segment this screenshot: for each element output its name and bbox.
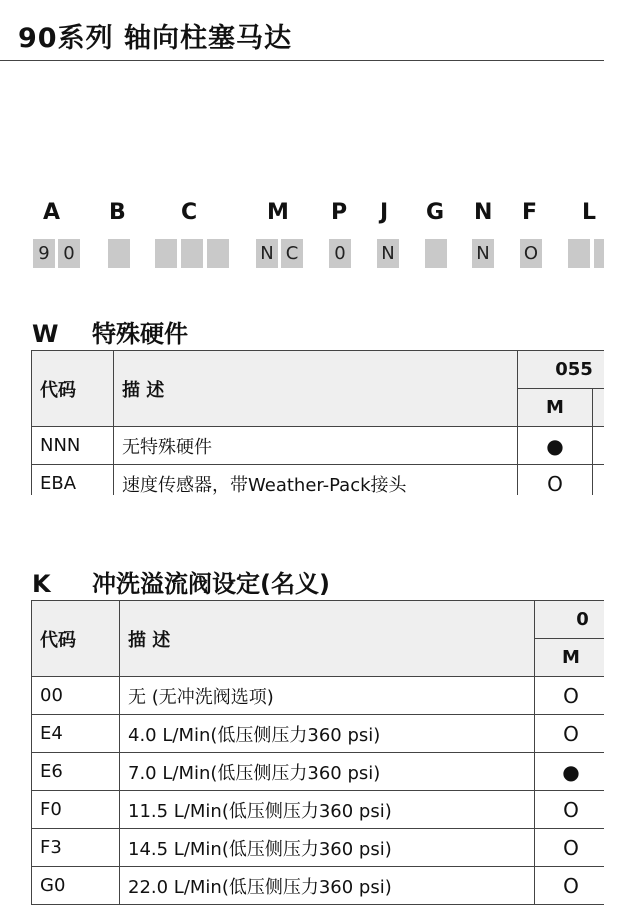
table-row bbox=[32, 677, 605, 715]
section-w-title: 特殊硬件 bbox=[92, 320, 188, 348]
section-k-table bbox=[31, 600, 604, 905]
row-desc: 无特殊硬件 bbox=[114, 427, 518, 465]
row-mark: O bbox=[535, 867, 605, 905]
row-mark: O bbox=[535, 791, 605, 829]
table-row bbox=[32, 753, 605, 791]
section-w-key: W bbox=[32, 320, 59, 348]
section-k-table-wrap bbox=[0, 600, 604, 916]
section-k-heading bbox=[32, 564, 330, 599]
row-desc: 4.0 L/Min(低压侧压力360 psi) bbox=[120, 715, 535, 753]
code-box: N bbox=[377, 239, 399, 268]
code-letter: G bbox=[426, 200, 445, 225]
section-w-table bbox=[31, 350, 604, 495]
code-box: 9 bbox=[33, 239, 55, 268]
row-code: E6 bbox=[32, 753, 120, 791]
table-row bbox=[32, 427, 605, 465]
row-code: EBA bbox=[32, 465, 114, 496]
code-letter: M bbox=[267, 200, 289, 225]
row-mark: O bbox=[518, 465, 593, 496]
code-letter: F bbox=[522, 200, 538, 225]
col-code-header: 代码 bbox=[32, 601, 120, 677]
code-box bbox=[207, 239, 229, 268]
code-letter: B bbox=[109, 200, 126, 225]
group-header: 055 bbox=[518, 351, 605, 389]
code-box bbox=[568, 239, 590, 268]
row-mark: ● bbox=[535, 753, 605, 791]
table-row bbox=[32, 791, 605, 829]
code-letter: J bbox=[380, 200, 389, 225]
row-desc: 22.0 L/Min(低压侧压力360 psi) bbox=[120, 867, 535, 905]
row-desc: 7.0 L/Min(低压侧压力360 psi) bbox=[120, 753, 535, 791]
code-letter: P bbox=[331, 200, 348, 225]
table-row bbox=[32, 829, 605, 867]
sub-header: M bbox=[518, 389, 593, 427]
row-mark: ● bbox=[518, 427, 593, 465]
row-cell bbox=[593, 427, 605, 465]
row-code: G0 bbox=[32, 867, 120, 905]
table-row bbox=[32, 715, 605, 753]
code-box: 0 bbox=[329, 239, 351, 268]
code-box bbox=[108, 239, 130, 268]
col-desc-header: 描 述 bbox=[114, 351, 518, 427]
row-code: F3 bbox=[32, 829, 120, 867]
code-letter: L bbox=[582, 200, 597, 225]
row-desc: 11.5 L/Min(低压侧压力360 psi) bbox=[120, 791, 535, 829]
sub-header-cell bbox=[593, 389, 605, 427]
row-cell bbox=[593, 465, 605, 496]
row-mark: O bbox=[535, 677, 605, 715]
code-box bbox=[594, 239, 604, 268]
code-box bbox=[155, 239, 177, 268]
section-k-key: K bbox=[32, 570, 51, 598]
row-code: 00 bbox=[32, 677, 120, 715]
table-row bbox=[32, 465, 605, 496]
row-code: E4 bbox=[32, 715, 120, 753]
code-box: 0 bbox=[58, 239, 80, 268]
sub-header: M bbox=[535, 639, 605, 677]
code-letter: N bbox=[474, 200, 493, 225]
code-letter: A bbox=[43, 200, 61, 225]
table-row bbox=[32, 867, 605, 905]
section-k-title: 冲洗溢流阀设定(名义) bbox=[92, 570, 330, 598]
col-code-header: 代码 bbox=[32, 351, 114, 427]
code-box: O bbox=[520, 239, 542, 268]
page-title: 90系列 轴向柱塞马达 bbox=[18, 23, 292, 54]
section-w-heading bbox=[32, 314, 188, 349]
row-desc: 14.5 L/Min(低压侧压力360 psi) bbox=[120, 829, 535, 867]
code-box bbox=[425, 239, 447, 268]
section-w-table-wrap bbox=[0, 350, 604, 495]
code-box: N bbox=[256, 239, 278, 268]
row-mark: O bbox=[535, 715, 605, 753]
code-letter: C bbox=[181, 200, 198, 225]
row-desc: 速度传感器，带Weather-Pack接头 bbox=[114, 465, 518, 496]
code-box: N bbox=[472, 239, 494, 268]
code-box bbox=[181, 239, 203, 268]
row-desc: 无 (无冲洗阀选项) bbox=[120, 677, 535, 715]
row-code: F0 bbox=[32, 791, 120, 829]
col-desc-header: 描 述 bbox=[120, 601, 535, 677]
code-box: C bbox=[281, 239, 303, 268]
row-code: NNN bbox=[32, 427, 114, 465]
group-header: 0 bbox=[535, 601, 605, 639]
title-divider bbox=[0, 60, 604, 61]
row-mark: O bbox=[535, 829, 605, 867]
